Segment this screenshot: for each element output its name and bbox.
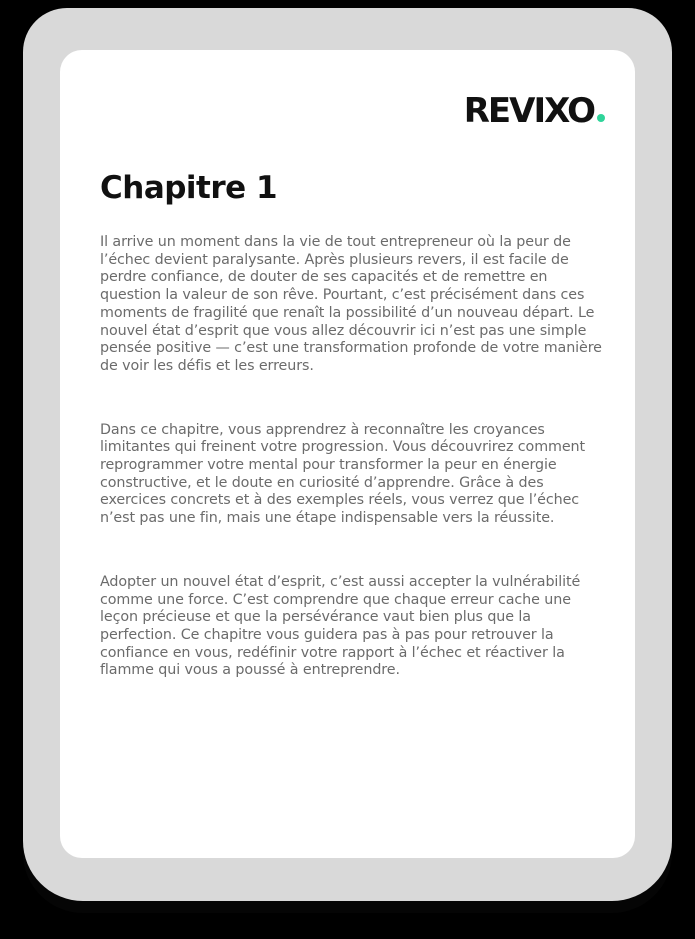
brand-logo [463,91,605,131]
paragraph-3: Adopter un nouvel état d’esprit, c’est aussi accepter la vulnérabilité comme une force. C’est comprendre que chaque erreur cache une leçon précieuse et que la persévérance vaut bien plus que la perfection. Ce chapitre vous guidera pas à pas pour retrouver la confiance en vous, redéfinir votre rapport à l’échec et réactiver la flamme qui vous a poussé à entreprendre. [100,573,581,679]
chapter-body [100,234,605,726]
paragraph-2: Dans ce chapitre, vous apprendrez à reconnaître les croyances limitantes qui freinent votre progression. Vous découvrirez comment reprogrammer votre mental pour transformer la peur en énergie constructive, et le doute en curiosité d’apprendre. Grâce à des exercices concrets et à des exemples réels, vous verrez que l’échec n’est pas une fin, mais une étape indispensable vers la réussite. [100,421,586,527]
brand-dot-icon [597,114,605,122]
chapter-title: Chapitre 1 [100,170,278,206]
brand-logo-text: REVIXO [463,91,594,131]
document-page [60,50,635,858]
paragraph-1: Il arrive un moment dans la vie de tout entrepreneur où la peur de l’échec devient paralysante. Après plusieurs revers, il est facile de perdre confiance, de douter de ses capacités et de remettre en question la valeur de son rêve. Pourtant, c’est précisément dans ces moments de fragilité que renaît la possibilité d’un nouveau départ. Le nouvel état d’esprit que vous allez découvrir ici n’est pas une simple pensée positive — c’est une transformation profonde de votre manière de voir les défis et les erreurs. [100,234,602,374]
